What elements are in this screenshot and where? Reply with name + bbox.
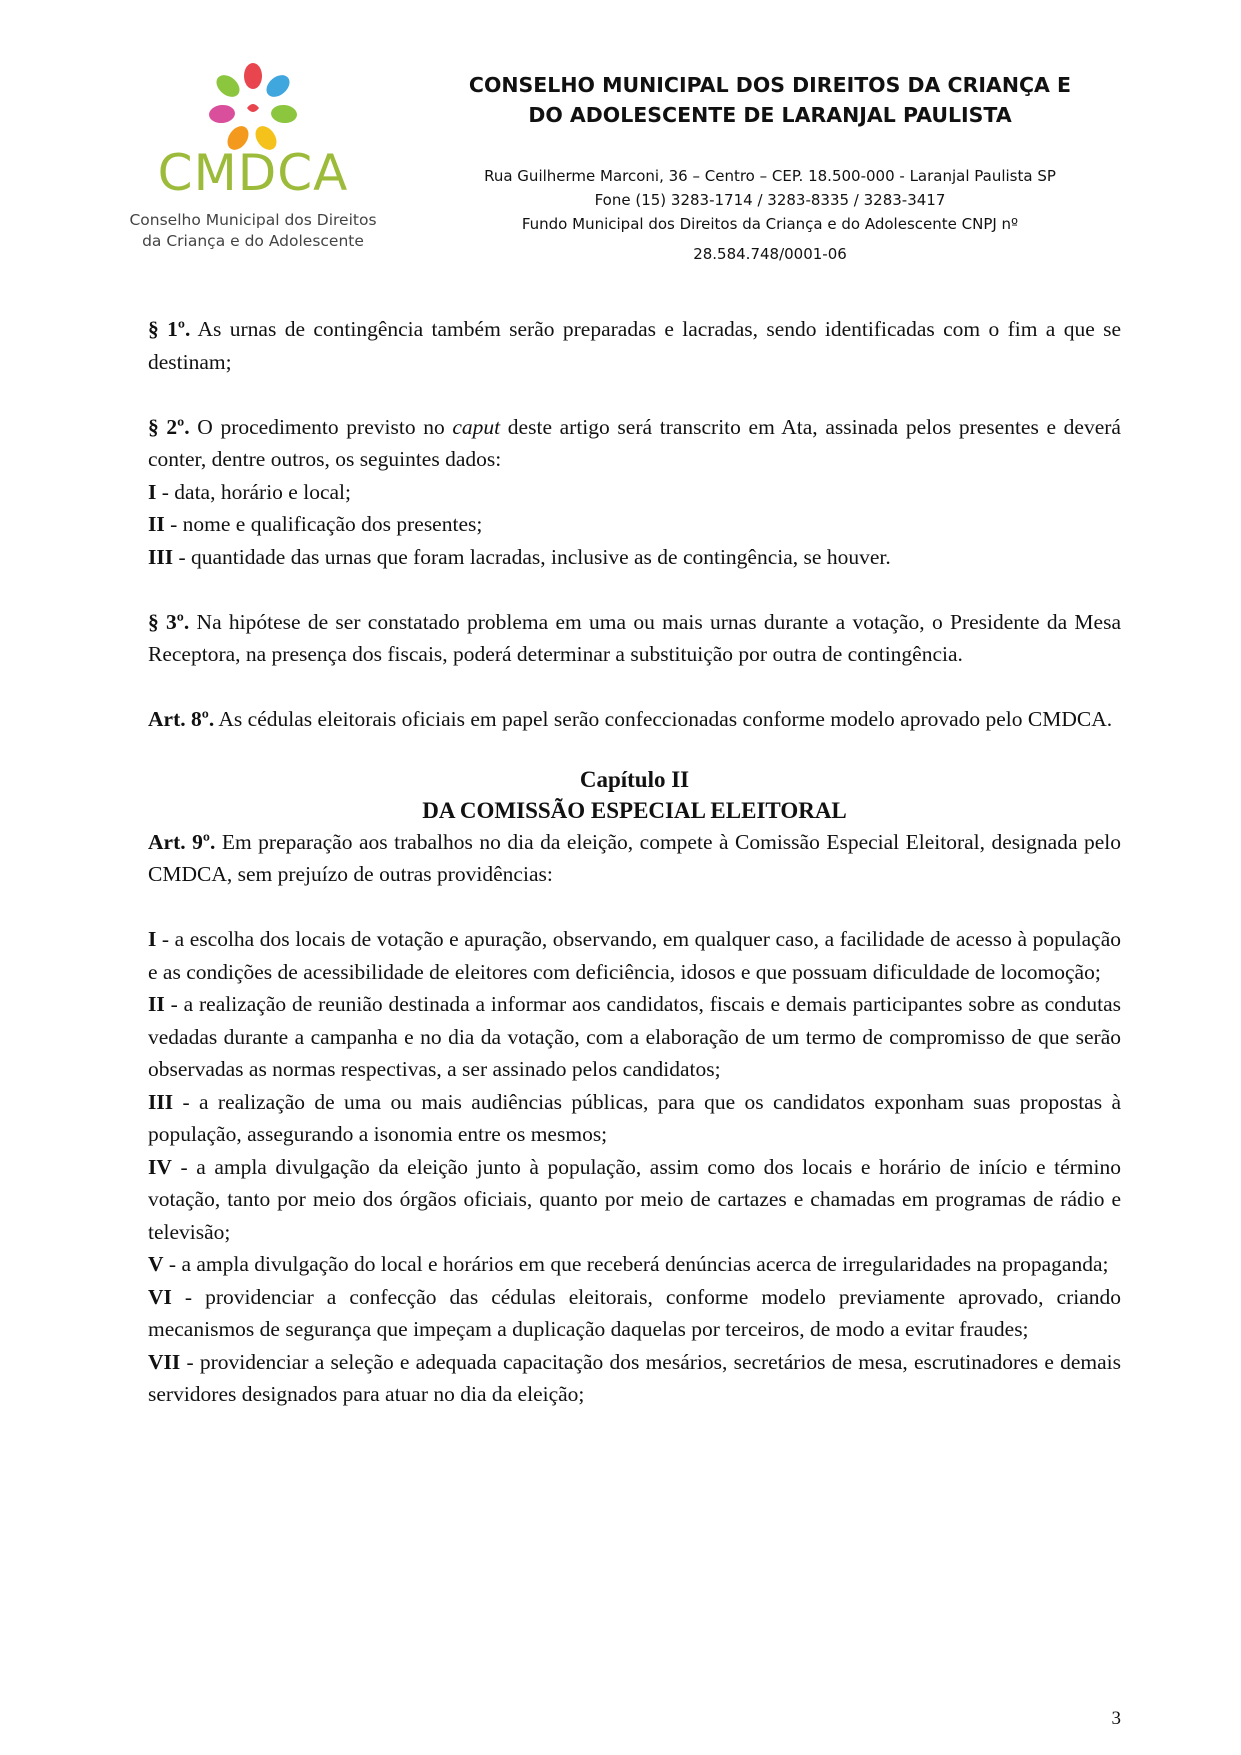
article-9 (148, 826, 1121, 891)
list-item (148, 1281, 1121, 1346)
item-label: V (148, 1252, 164, 1276)
contact-block (420, 164, 1120, 266)
caput-term: caput (452, 414, 501, 439)
item-text: - quantidade das urnas que foram lacradas, inclusive as de contingência, se houver. (173, 544, 891, 569)
item-text: - a escolha dos locais de votação e apuração, observando, em qualquer caso, a facilidade de acesso à população e as condições de acessibilidade de eleitores com deficiência, idosos e que possuam dificuldade de locomoção; (148, 927, 1121, 984)
cmdca-logo (128, 62, 378, 252)
item-text: - providenciar a confecção das cédulas eleitorais, conforme modelo previamente aprovado, criando mecanismos de segurança que impeçam a duplicação daquelas por terceiros, de modo a evitar fraudes; (148, 1284, 1121, 1341)
item-text: - a ampla divulgação da eleição junto à população, assim como dos locais e horário de início e término votação, tanto por meio dos órgãos oficiais, quanto por meio de cartazes e chamadas em programas de rádio e televisão; (148, 1154, 1121, 1244)
fund-name: Fundo Municipal dos Direitos da Criança e do Adolescente CNPJ nº (521, 215, 1019, 233)
paragraph-2-text-b: deste artigo será transcrito em Ata, assinada pelos presentes e deverá conter, dentre outros, os seguintes dados: (148, 414, 1121, 471)
article-8-label: Art. 8º. (148, 707, 215, 731)
item-label: VII (148, 1349, 181, 1374)
paragraph-3-label: § 3º. (148, 609, 190, 634)
chapter-title: Capítulo II (579, 766, 690, 792)
cnpj: 28.584.748/0001-06 (693, 245, 847, 263)
paragraph-2-text-a: O procedimento previsto no (189, 414, 453, 439)
page-number: 3 (1111, 1708, 1121, 1729)
paragraph-3 (148, 606, 1121, 671)
org-line1: CONSELHO MUNICIPAL DOS DIREITOS DA CRIANÇA E (468, 73, 1072, 97)
item-label: IV (148, 1154, 172, 1179)
list-item (148, 508, 1121, 541)
organization-name (420, 70, 1120, 130)
paragraph-3-text: Na hipótese de ser constatado problema em uma ou mais urnas durante a votação, o Presidente da Mesa Receptora, na presença dos fiscais, poderá determinar a substituição por outra de contingência. (148, 609, 1121, 666)
item-label: I (148, 479, 157, 504)
list-item (148, 1346, 1121, 1411)
address: Rua Guilherme Marconi, 36 – Centro – CEP. 18.500-000 - Laranjal Paulista SP (484, 167, 1056, 185)
article-8 (148, 703, 1121, 736)
list-item (148, 476, 1121, 509)
item-label: I (148, 927, 157, 951)
list-item (148, 1086, 1121, 1151)
logo-wordmark: CMDCA (157, 144, 349, 202)
logo-subtitle-line2: da Criança e do Adolescente (142, 232, 364, 250)
item-text: - providenciar a seleção e adequada capacitação dos mesários, secretários de mesa, escrutinadores e demais servidores designados para atuar no dia da eleição; (148, 1349, 1121, 1406)
paragraph-1 (148, 313, 1121, 378)
org-line2: DO ADOLESCENTE DE LARANJAL PAULISTA (528, 103, 1012, 127)
list-item (148, 988, 1121, 1086)
item-text: - a ampla divulgação do local e horários em que receberá denúncias acerca de irregularidades na propaganda; (163, 1252, 1109, 1276)
item-label: II (148, 512, 165, 536)
hands-logo-icon (198, 62, 308, 157)
item-label: III (148, 544, 174, 569)
article-9-label: Art. 9º. (148, 829, 216, 854)
chapter-subtitle: DA COMISSÃO ESPECIAL ELEITORAL (422, 797, 847, 823)
list-item (148, 1248, 1121, 1281)
list-item (148, 923, 1121, 988)
logo-subtitle (128, 210, 378, 252)
paragraph-2 (148, 411, 1121, 476)
logo-subtitle-line1: Conselho Municipal dos Direitos (129, 211, 377, 229)
phone: Fone (15) 3283-1714 / 3283-8335 / 3283-3417 (594, 191, 946, 209)
article-8-text: As cédulas eleitorais oficiais em papel serão confeccionadas conforme modelo aprovado pelo CMDCA. (214, 707, 1113, 731)
item-text: - nome e qualificação dos presentes; (164, 512, 483, 536)
document-body (148, 313, 1121, 1411)
paragraph-1-text: As urnas de contingência também serão preparadas e lacradas, sendo identificadas com o fim a que se destinam; (148, 317, 1122, 374)
item-label: III (148, 1089, 174, 1114)
item-text: - data, horário e local; (156, 479, 351, 504)
article-9-text: Em preparação aos trabalhos no dia da eleição, compete à Comissão Especial Eleitoral, designada pelo CMDCA, sem prejuízo de outras providências: (148, 829, 1121, 886)
list-item (148, 1151, 1121, 1249)
paragraph-1-label: § 1º. (148, 317, 191, 341)
item-text: - a realização de uma ou mais audiências públicas, para que os candidatos exponham suas propostas à população, assegurando a isonomia entre os mesmos; (148, 1089, 1121, 1146)
item-text: - a realização de reunião destinada a informar aos candidatos, fiscais e demais participantes sobre as condutas vedadas durante a campanha e no dia da votação, com a elaboração de um termo de compromisso de que serão observadas as normas respectivas, a ser assinado pelos candidatos; (148, 992, 1121, 1081)
list-item (148, 541, 1121, 574)
item-label: II (148, 992, 165, 1016)
paragraph-2-label: § 2º. (148, 414, 190, 439)
item-label: VI (148, 1284, 172, 1309)
